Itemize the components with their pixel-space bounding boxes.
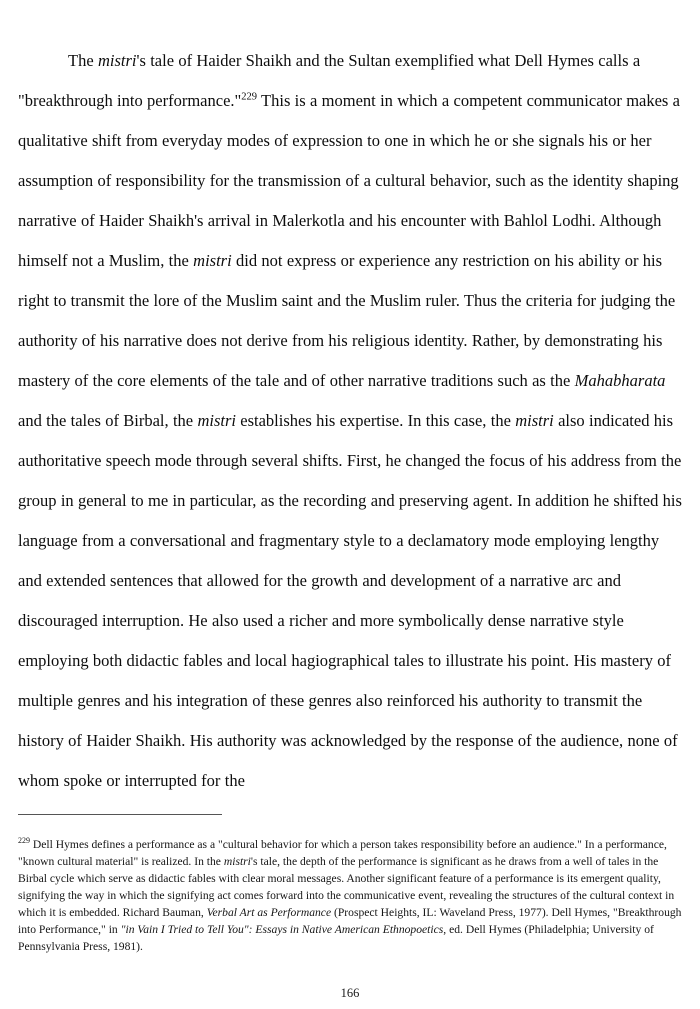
text-run: 's tale of Haider Shaikh and the Sultan exemplified what Dell Hymes calls a "breakthrough into performance.": [18, 50, 641, 110]
text-run: establishes his expertise. In this case, the: [235, 410, 516, 430]
italic-run: mistri: [197, 410, 236, 430]
italic-run: mistri: [97, 50, 137, 70]
text-run: also indicated his authoritative speech mode through several shifts. First, he changed the focus of his address from the group in general to me in particular, as the recording and preserving agent. In addition he shifted his language from a conversational and fragmentary style to a declamatory mode employing lengthy and extended sentences that allowed for the growth and development of a narrative arc and discouraged interruption. He also used a richer and more symbolically dense narrative style employing both didactic fables and local hagiographical tales to illustrate his point. His mastery of multiple genres and his integration of these genres also reinforced his authority to transmit the history of Haider Shaikh. His authority was acknowledged by the response of the audience, none of whom spoke or interrupted for the: [18, 410, 682, 790]
footnote-separator-rule: [18, 814, 222, 815]
italic-run: Mahabharata: [574, 370, 666, 390]
footnote-number: 229: [18, 835, 30, 845]
footnote-reference-marker: 229: [241, 91, 257, 102]
text-run: The: [68, 50, 98, 70]
text-run: , ed. Dell Hymes (Philadelphia; University of Pennsylvania Press, 1981).: [18, 922, 654, 953]
italic-run: "in Vain I Tried to Tell You": Essays in Native American Ethnopoetics: [120, 922, 444, 936]
italic-run: Verbal Art as Performance: [206, 905, 332, 919]
text-run: (Prospect Heights, IL: Waveland Press, 1977). Dell Hymes, "Breakthrough into Performance," in: [18, 905, 682, 936]
italic-run: mistri: [515, 410, 554, 430]
italic-run: mistri: [193, 250, 232, 270]
italic-run: mistri: [223, 854, 251, 868]
text-run: Dell Hymes defines a performance as a "cultural behavior for which a person takes responsibility before an audience." In a performance, "known cultural material" is realized. In the: [18, 837, 667, 868]
text-run: and the tales of Birbal, the: [18, 410, 198, 430]
page-number: 166: [340, 986, 360, 1000]
text-run: did not express or experience any restriction on his ability or his right to transmit the lore of the Muslim saint and the Muslim ruler. Thus the criteria for judging the authority of his narrative does not derive from his religious identity. Rather, by demonstrating his mastery of the core elements of the tale and of other narrative traditions such as the: [18, 250, 676, 390]
text-run: This is a moment in which a competent communicator makes a qualitative shift from everyday modes of expression to one in which he or she signals his or her assumption of responsibility for the transmission of a cultural behavior, such as the identity shaping narrative of Haider Shaikh's arrival in Malerkotla and his encounter with Bahlol Lodhi. Although himself not a Muslim, the: [18, 90, 680, 270]
body-paragraph: [18, 41, 684, 801]
text-run: 's tale, the depth of the performance is significant as he draws from a well of tales in the Birbal cycle which serve as didactic fables with clear moral messages. Another significant feature of a performance is its emergent quality, signifying the way in which the signifying act comes forward into the communicative event, revealing the structures of the cultural context in which it is embedded. Richard Bauman,: [18, 854, 675, 919]
footnote-229: [18, 836, 690, 955]
